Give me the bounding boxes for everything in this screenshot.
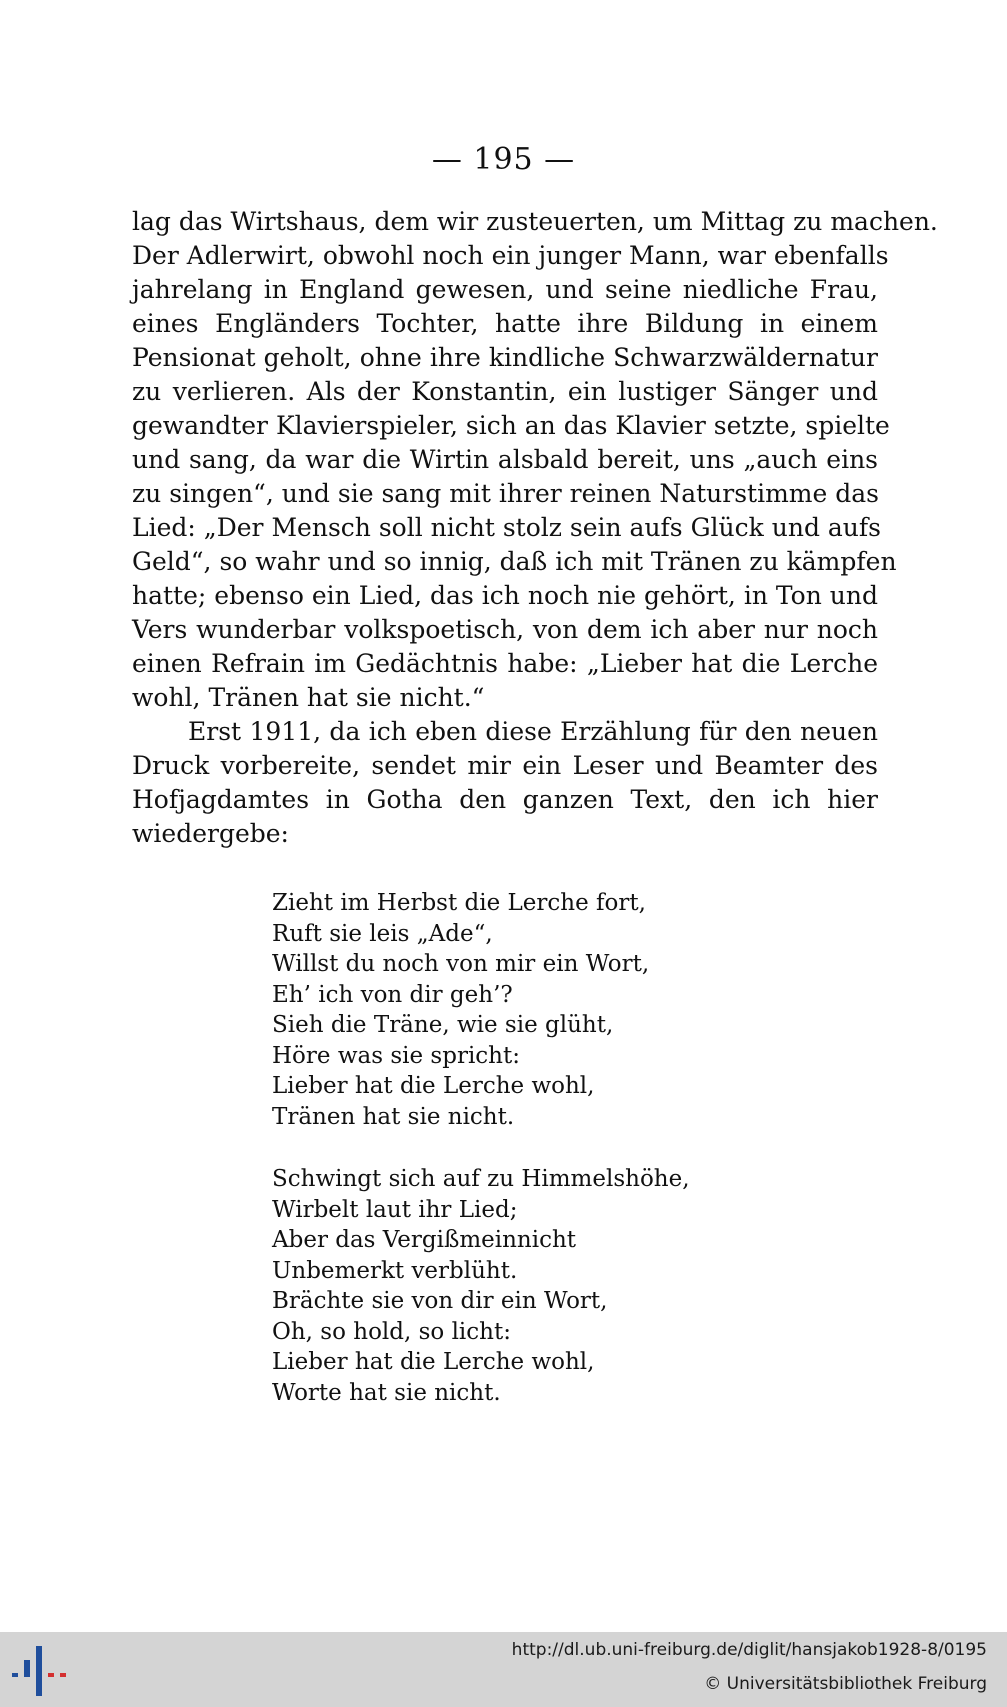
text-line: einen Refrain im Gedächtnis habe: „Lieber hat die Lerche — [132, 649, 878, 678]
text-line: lag das Wirtshaus, dem wir zusteuerten, um Mittag zu machen. — [132, 207, 938, 236]
verse-line: Eh’ ich von dir geh’? — [272, 981, 513, 1008]
verse-line: Unbemerkt verblüht. — [272, 1257, 518, 1284]
ub-freiburg-logo-icon[interactable] — [12, 1646, 66, 1696]
verse-line: Wirbelt laut ihr Lied; — [272, 1196, 518, 1223]
text-line: Druck vorbereite, sendet mir ein Leser und Beamter des — [132, 751, 878, 780]
text-line: eines Engländers Tochter, hatte ihre Bildung in einem — [132, 309, 878, 338]
text-line: jahrelang in England gewesen, und seine niedliche Frau, — [132, 275, 878, 304]
poem-stanza-2 — [272, 1164, 690, 1408]
text-line: Hofjagdamtes in Gotha den ganzen Text, den ich hier — [132, 785, 878, 814]
text-line: wohl, Tränen hat sie nicht.“ — [132, 683, 485, 712]
verse-line: Zieht im Herbst die Lerche fort, — [272, 890, 646, 916]
verse-line: Aber das Vergißmeinnicht — [272, 1227, 577, 1253]
text-line: Pensionat geholt, ohne ihre kindliche Schwarzwäldernatur — [132, 343, 878, 372]
permalink-url[interactable]: http://dl.ub.uni-freiburg.de/diglit/hansjakob1928-8/0195 — [511, 1640, 987, 1660]
text-line: und sang, da war die Wirtin alsbald bereit, uns „auch eins — [132, 445, 878, 474]
body-text — [132, 205, 938, 851]
verse-line: Ruft sie leis „Ade“, — [272, 920, 493, 947]
poem-stanza-1 — [272, 888, 649, 1132]
verse-line: Höre was sie spricht: — [272, 1042, 520, 1069]
text-line: Der Adlerwirt, obwohl noch ein junger Mann, war ebenfalls — [132, 241, 889, 270]
verse-line: Willst du noch von mir ein Wort, — [272, 951, 650, 977]
verse-line: Worte hat sie nicht. — [272, 1379, 501, 1406]
text-line: zu singen“, und sie sang mit ihrer reinen Naturstimme das — [132, 479, 879, 508]
verse-line: Lieber hat die Lerche wohl, — [272, 1349, 595, 1375]
verse-line: Brächte sie von dir ein Wort, — [272, 1288, 608, 1314]
text-line: Lied: „Der Mensch soll nicht stolz sein aufs Glück und aufs — [132, 513, 881, 542]
verse-line: Oh, so hold, so licht: — [272, 1318, 511, 1345]
text-line: Vers wunderbar volkspoetisch, von dem ich aber nur noch — [132, 615, 878, 644]
text-line: wiedergebe: — [132, 819, 289, 848]
text-line: Geld“, so wahr und so innig, daß ich mit Tränen zu kämpfen — [132, 547, 897, 576]
text-line: Erst 1911, da ich eben diese Erzählung für den neuen — [188, 717, 878, 746]
text-line: gewandter Klavierspieler, sich an das Klavier setzte, spielte — [132, 411, 890, 440]
footer-bar — [0, 1632, 1007, 1707]
text-line: hatte; ebenso ein Lied, das ich noch nie gehört, in Ton und — [132, 581, 878, 610]
copyright-notice: © Universitätsbibliothek Freiburg — [704, 1674, 987, 1694]
page-number: — 195 — — [431, 142, 576, 177]
verse-line: Schwingt sich auf zu Himmelshöhe, — [272, 1166, 690, 1192]
verse-line: Lieber hat die Lerche wohl, — [272, 1073, 595, 1099]
verse-line: Tränen hat sie nicht. — [272, 1103, 515, 1130]
text-line: zu verlieren. Als der Konstantin, ein lustiger Sänger und — [132, 377, 878, 406]
verse-line: Sieh die Träne, wie sie glüht, — [272, 1012, 614, 1038]
